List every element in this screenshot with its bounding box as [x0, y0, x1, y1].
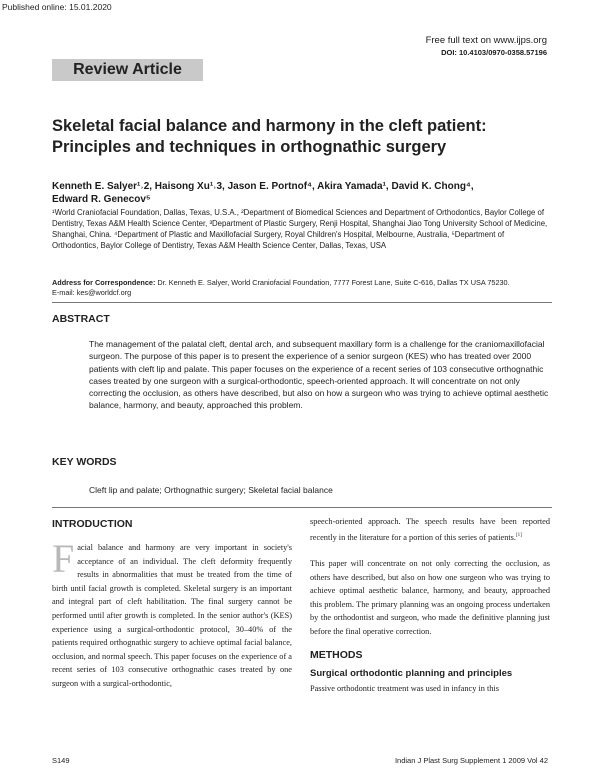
journal-url[interactable]: Free full text on www.ijps.org	[425, 35, 547, 46]
drop-cap: F	[52, 536, 75, 581]
left-column	[52, 536, 292, 691]
authors-line-2: Edward R. Genecov⁵	[52, 194, 151, 205]
article-type-badge: Review Article	[52, 59, 203, 81]
page-number: S149	[52, 756, 70, 765]
intro-paragraph: acial balance and harmony are very important in society's acceptance of an individual. The cleft deformity frequently results in abnormalities that must be treated from the time of birth until facial growth is completed. Skeletal surgery is an important and integral part of cleft habilitation. The final surgery cannot be performed until after growth is completed. In the senior author's (KES) experience using a surgical-orthodontic protocol, 30–40% of the patients required orthognathic surgery to achieve optimal facial balance, occlusion, and normal speech. This paper focuses on the experience of a recent series of 103 consecutive orthognathic cases treated by one surgeon with a surgical-orthodontic,	[52, 543, 292, 688]
doi[interactable]: DOI: 10.4103/0970-0358.57196	[441, 48, 547, 57]
right-paragraph-2: This paper will concentrate on not only correcting the occlusion, as others have described, but also on how one surgeon who was trying to achieve optimal aesthetic balance, harmony, and beauty, approached this problem. The primary planning was an ongoing process undertaken by the orthodontist and surgeon, who made the definitive planning just before the final operative correction.	[310, 558, 550, 636]
introduction-heading: INTRODUCTION	[52, 518, 133, 530]
address-label: Address for Correspondence:	[52, 278, 156, 287]
authors	[52, 180, 552, 206]
correspondence-address	[52, 278, 552, 298]
abstract-heading: ABSTRACT	[52, 313, 110, 325]
authors-line-1: Kenneth E. Salyer¹˒2, Haisong Xu¹˒3, Jason E. Portnof⁴, Akira Yamada¹, David K. Chong⁴,	[52, 181, 474, 192]
right-paragraph-1	[310, 515, 550, 544]
methods-subheading: Surgical orthodontic planning and principles	[310, 668, 513, 680]
divider-top	[52, 302, 552, 303]
methods-heading: METHODS	[310, 648, 363, 661]
right-paragraph-1-text: speech-oriented approach. The speech results have been reported recently in the literature for a portion of this series of patients.	[310, 517, 550, 542]
keywords: Cleft lip and palate; Orthognathic surgery; Skeletal facial balance	[89, 485, 333, 495]
abstract-text: The management of the palatal cleft, dental arch, and subsequent maxillary form is a challenge for the craniomaxillofacial surgeon. The purpose of this paper is to present the experience of a senior surgeon (KES) who has treated over 2000 patients with cleft lip and palate. This paper focuses on the experience of a recent series of 103 consecutive orthognathic cases treated by one surgeon with a surgical-orthodontic, speech-oriented approach. It will concentrate on not only correcting the occlusion, as others have described, but also on how a surgeon who was trying to achieve optimal aesthetic balance, harmony, and beauty, approached this problem.	[89, 339, 549, 411]
right-paragraph-3: Passive orthodontic treatment was used in infancy in this	[310, 684, 499, 694]
keywords-heading: KEY WORDS	[52, 456, 117, 468]
affiliations: ¹World Craniofacial Foundation, Dallas, Texas, U.S.A., ²Department of Biomedical Sciences and Department of Orthodontics, Baylor College of Dentistry, Texas A&M Health Science Center, ³Department of Plastic Surgery, Renji Hospital, Shanghai Jiao Tong University School of Medicine, Shanghai, China. ⁴Department of Plastic and Maxillofacial Surgery, Royal Children's Hospital, Melbourne, Australia, ⁵Department of Orthodontics, Baylor College of Dentistry, Texas A&M Health Science Center, Dallas, Texas, USA	[52, 208, 548, 250]
journal-citation: Indian J Plast Surg Supplement 1 2009 Vol 42	[394, 756, 548, 765]
article-title: Skeletal facial balance and harmony in the cleft patient: Principles and techniques in orthognathic surgery	[52, 117, 487, 156]
address-text: Dr. Kenneth E. Salyer, World Craniofacial Foundation, 7777 Forest Lane, Suite C-616, Dallas TX USA 75230.	[155, 278, 510, 287]
right-column	[310, 515, 550, 696]
divider-bottom	[52, 507, 552, 508]
published-date: Published online: 15.01.2020	[2, 2, 112, 12]
citation-ref[interactable]: [1]	[515, 532, 522, 538]
email[interactable]: E-mail: kes@worldcf.org	[52, 288, 132, 297]
